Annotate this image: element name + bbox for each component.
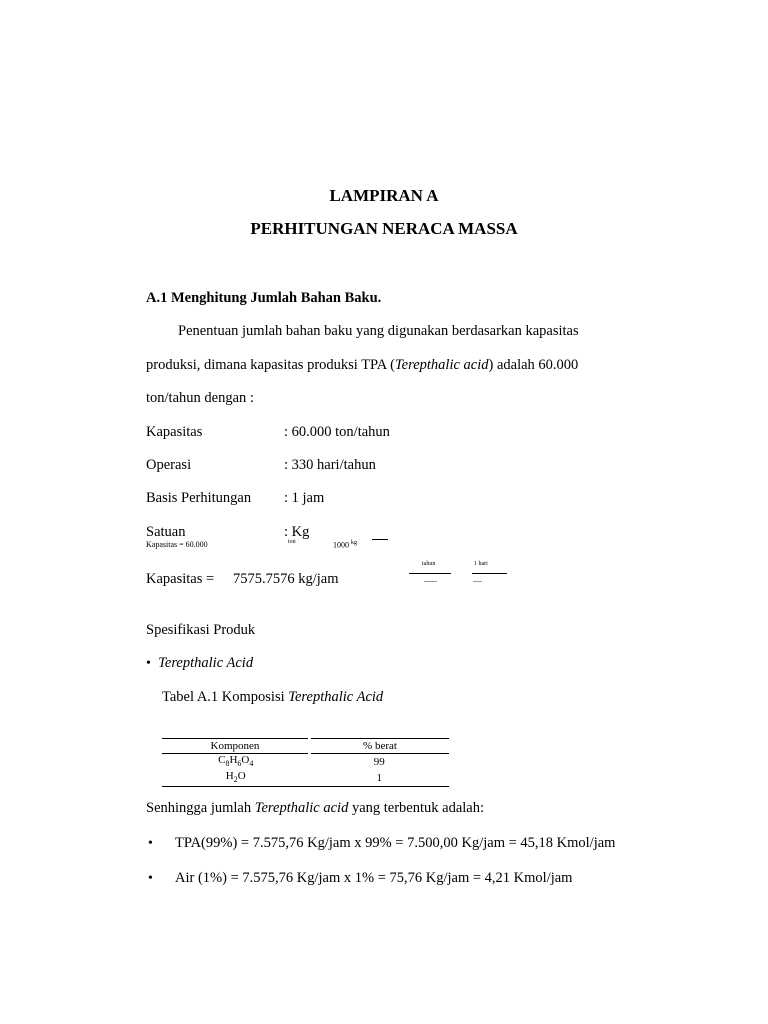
fraction-denominator-mark-2 [473,581,482,582]
table-cell-komponen: $C_8H_6O_4$ [218,754,254,769]
calc-tahun-label: tahun [422,561,436,567]
appendix-title: LAMPIRAN A [329,186,439,205]
spec-title: Spesifikasi Produk [146,622,256,638]
bullet-icon: • [146,656,151,671]
result-item-air-text: Air (1%) = 7.575,76 Kg/jam x 1% = 75,76 Kg/jam = 4,21 Kmol/jam [175,870,573,886]
param-label-satuan: Satuan [146,524,186,540]
param-value-kapasitas: : 60.000 ton/tahun [284,424,390,440]
table-cell-berat: 1 [310,770,450,787]
intro-line-2-pre: produksi, dimana kapasitas produksi TPA ( [146,357,395,373]
calc-kg-value [333,540,357,550]
table-caption-italic: Terepthalic Acid [288,689,384,705]
intro-line-2 [146,357,578,374]
result-intro-pre: Senhingga jumlah [146,800,255,816]
intro-line-3: ton/tahun dengan : [146,390,254,406]
bullet-icon: • [148,836,153,851]
result-item-tpa [148,835,153,852]
param-value-satuan: : Kg [284,524,310,540]
table-header-komponen: Komponen [162,739,310,754]
fraction-bar-tahun [409,573,451,574]
param-value-basis: : 1 jam [284,490,325,506]
spec-bullet [146,655,253,672]
appendix-subtitle: PERHITUNGAN NERACA MASSA [250,219,518,238]
section-title: A.1 Menghitung Jumlah Bahan Baku. [146,290,382,306]
table-caption-pre: Tabel A.1 Komposisi [162,689,289,705]
table-cell-berat: 99 [373,756,385,769]
fraction-bar-hari [472,573,507,574]
table-row [162,754,449,771]
result-item-air [148,870,153,887]
calc-kg-number: 1000 [333,540,349,550]
result-intro-italic: Terepthalic acid [254,800,349,816]
intro-line-2-italic: Terepthalic acid [394,357,489,373]
fraction-denominator-mark-1 [424,581,437,582]
table-header-berat: % berat [310,739,450,754]
bullet-icon: • [148,871,153,886]
param-value-operasi: : 330 hari/tahun [284,457,376,473]
result-item-tpa-text: TPA(99%) = 7.575,76 Kg/jam x 99% = 7.500,00 Kg/jam = 45,18 Kmol/jam [175,835,616,851]
calc-small-label: Kapasitas = 60.000 [146,540,208,549]
result-intro-post: yang terbentuk adalah: [348,800,485,816]
table-row [162,770,449,787]
intro-line-2-post: ) adalah 60.000 [488,357,579,373]
calc-hari-label: 1 hari [474,561,488,567]
calc-ton-label: ton [288,539,296,545]
table-header-row [162,739,449,754]
spec-bullet-text: Terepthalic Acid [158,655,254,671]
param-label-kapasitas: Kapasitas [146,424,203,440]
calc-result-label: Kapasitas = [146,571,215,587]
intro-line-1: Penentuan jumlah bahan baku yang digunakan berdasarkan kapasitas [178,323,579,339]
param-label-operasi: Operasi [146,457,192,473]
calc-kg-unit: kg [351,540,357,546]
result-intro [146,800,484,817]
composition-table [162,738,449,787]
table-cell-komponen: $H_2O$ [162,770,310,787]
param-label-basis: Basis Perhitungan [146,490,252,506]
calc-result-value: 7575.7576 kg/jam [233,571,339,587]
fraction-bar-kg [372,539,388,540]
table-caption [162,689,383,706]
